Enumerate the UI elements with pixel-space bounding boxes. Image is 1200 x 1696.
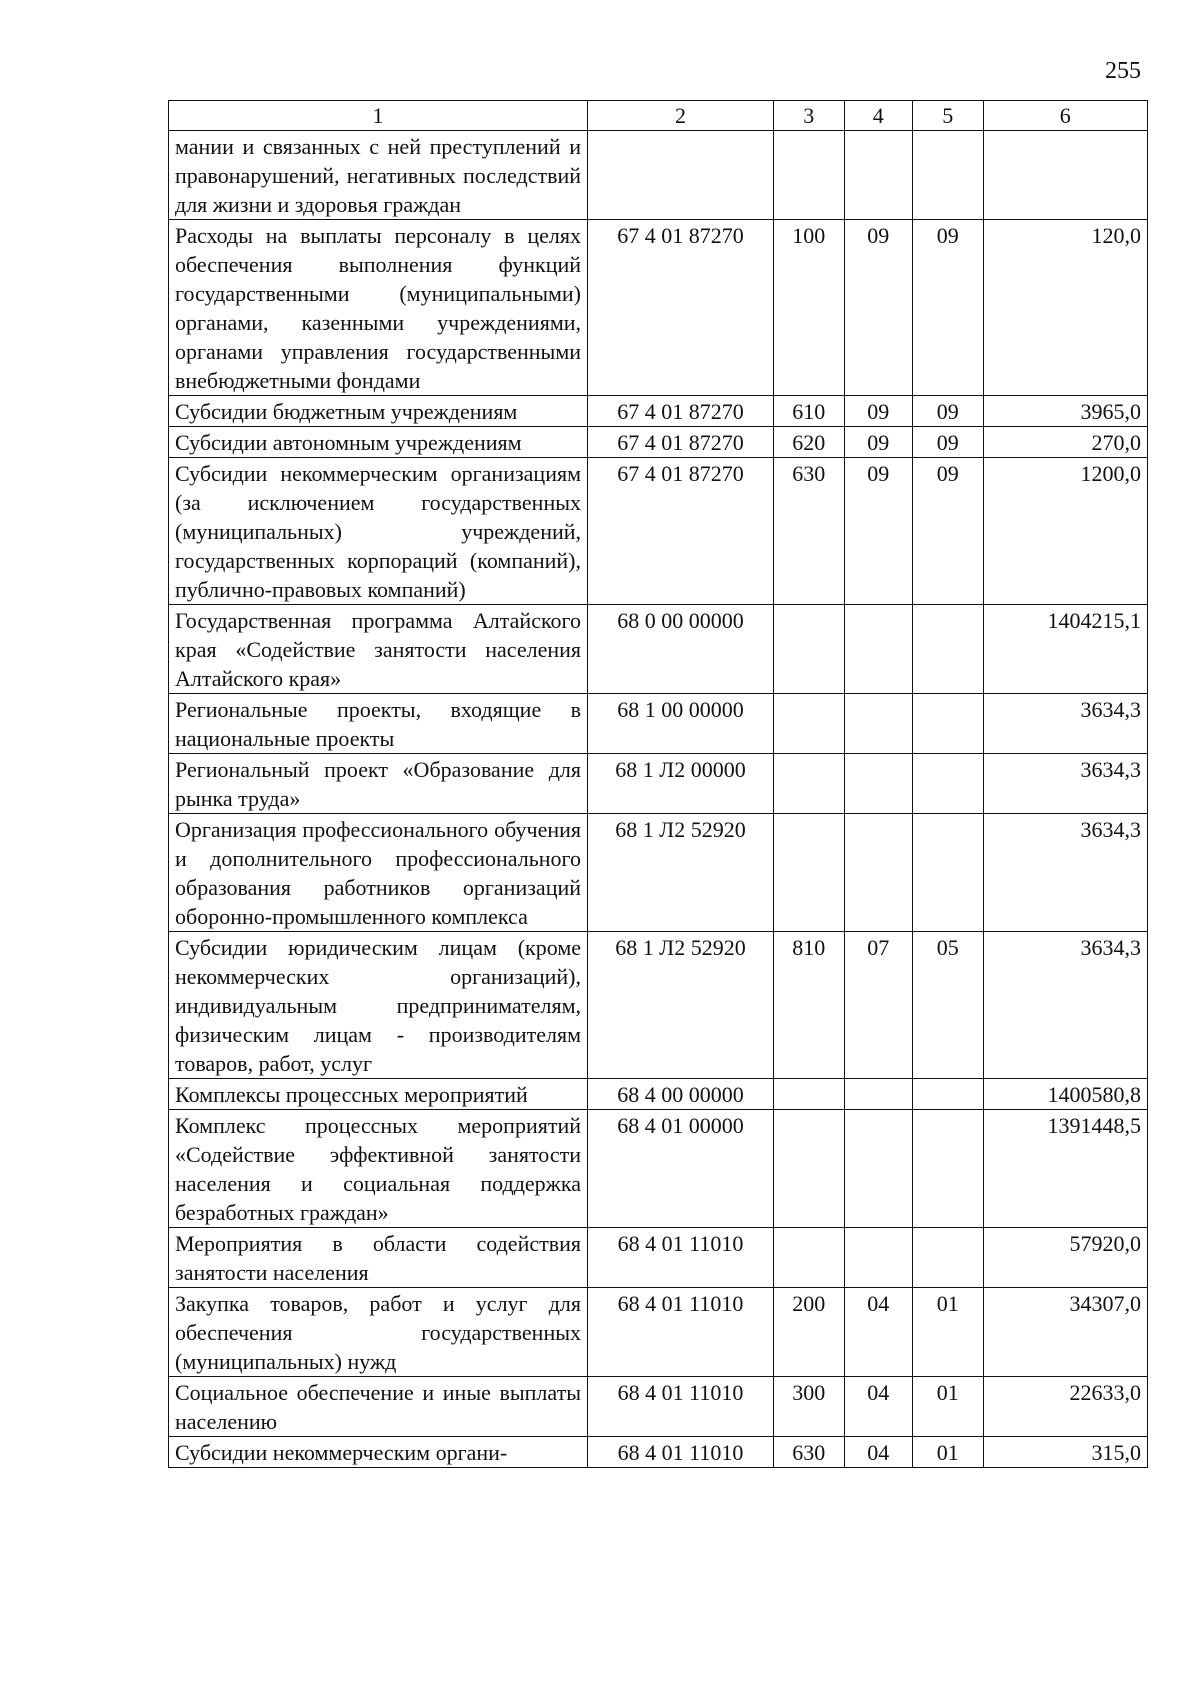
row-section: 09 — [844, 458, 913, 605]
row-subsection — [913, 694, 983, 754]
table-row — [169, 427, 1148, 458]
row-sum: 3634,3 — [983, 932, 1148, 1079]
row-sum: 1404215,1 — [983, 605, 1148, 694]
table-row — [169, 1437, 1148, 1468]
row-sum: 3634,3 — [983, 814, 1148, 932]
row-name: Комплексы процессных мероприятий — [169, 1079, 588, 1110]
table-header — [169, 101, 1148, 131]
row-section: 04 — [844, 1437, 913, 1468]
row-sum: 1391448,5 — [983, 1110, 1148, 1228]
row-section — [844, 1228, 913, 1288]
row-section — [844, 754, 913, 814]
header-col-5: 5 — [913, 101, 983, 131]
row-sum: 120,0 — [983, 220, 1148, 396]
row-subsection: 01 — [913, 1377, 983, 1437]
row-sum: 3634,3 — [983, 694, 1148, 754]
row-subsection: 01 — [913, 1437, 983, 1468]
row-code: 68 1 00 00000 — [588, 694, 774, 754]
row-code: 67 4 01 87270 — [588, 396, 774, 427]
row-expense-type: 300 — [774, 1377, 844, 1437]
row-section — [844, 1079, 913, 1110]
row-section: 09 — [844, 396, 913, 427]
row-name: Мероприятия в области содействия занятости населения — [169, 1228, 588, 1288]
table-row — [169, 1110, 1148, 1228]
row-expense-type: 620 — [774, 427, 844, 458]
row-code: 68 1 Л2 52920 — [588, 932, 774, 1079]
row-name: Субсидии некоммерческим органи- — [169, 1437, 588, 1468]
row-expense-type — [774, 1079, 844, 1110]
row-subsection: 09 — [913, 396, 983, 427]
row-name: Субсидии бюджетным учреждениям — [169, 396, 588, 427]
row-code: 68 4 01 11010 — [588, 1437, 774, 1468]
row-subsection — [913, 1079, 983, 1110]
row-name: Расходы на выплаты персоналу в целях обеспечения выполнения функций государственными (муниципальными) органами, казенными учреждениями, органами управления государственными внебюджетными фондами — [169, 220, 588, 396]
row-section: 04 — [844, 1377, 913, 1437]
row-code: 68 4 01 11010 — [588, 1228, 774, 1288]
row-expense-type: 610 — [774, 396, 844, 427]
row-name: Субсидии автономным учреждениям — [169, 427, 588, 458]
table-row — [169, 458, 1148, 605]
row-sum: 34307,0 — [983, 1288, 1148, 1377]
row-expense-type — [774, 1110, 844, 1228]
row-section: 09 — [844, 427, 913, 458]
table-row — [169, 605, 1148, 694]
row-section: 07 — [844, 932, 913, 1079]
row-expense-type — [774, 814, 844, 932]
row-expense-type: 630 — [774, 1437, 844, 1468]
row-subsection: 09 — [913, 427, 983, 458]
row-name: Региональные проекты, входящие в национальные проекты — [169, 694, 588, 754]
row-subsection — [913, 131, 983, 220]
row-subsection: 05 — [913, 932, 983, 1079]
row-name: Государственная программа Алтайского края «Содействие занятости населения Алтайского края» — [169, 605, 588, 694]
row-code: 68 1 Л2 52920 — [588, 814, 774, 932]
header-row — [169, 101, 1148, 131]
row-subsection: 09 — [913, 458, 983, 605]
row-expense-type — [774, 131, 844, 220]
budget-table — [168, 100, 1148, 1468]
table-row — [169, 1377, 1148, 1437]
table-row — [169, 1079, 1148, 1110]
row-code: 68 4 01 11010 — [588, 1288, 774, 1377]
row-subsection — [913, 754, 983, 814]
table-body — [169, 131, 1148, 1468]
header-col-6: 6 — [983, 101, 1148, 131]
row-name: Закупка товаров, работ и услуг для обеспечения государственных (муниципальных) нужд — [169, 1288, 588, 1377]
row-code: 68 0 00 00000 — [588, 605, 774, 694]
row-subsection — [913, 605, 983, 694]
row-sum: 22633,0 — [983, 1377, 1148, 1437]
row-section: 09 — [844, 220, 913, 396]
table-row — [169, 1288, 1148, 1377]
row-section — [844, 1110, 913, 1228]
row-sum: 3634,3 — [983, 754, 1148, 814]
row-expense-type — [774, 1228, 844, 1288]
row-expense-type: 100 — [774, 220, 844, 396]
table-row — [169, 396, 1148, 427]
row-subsection — [913, 1228, 983, 1288]
row-code: 67 4 01 87270 — [588, 220, 774, 396]
row-code: 68 4 01 11010 — [588, 1377, 774, 1437]
row-section — [844, 131, 913, 220]
row-name: Организация профессионального обучения и дополнительного профессионального образования работников организаций оборонно-промышленного комплекса — [169, 814, 588, 932]
row-name: Комплекс процессных мероприятий «Содействие эффективной занятости населения и социальная поддержка безработных граждан» — [169, 1110, 588, 1228]
table-row — [169, 754, 1148, 814]
row-name: Субсидии юридическим лицам (кроме некоммерческих организаций), индивидуальным предпринимателям, физическим лицам - производителям товаров, работ, услуг — [169, 932, 588, 1079]
row-subsection — [913, 1110, 983, 1228]
row-code: 68 4 01 00000 — [588, 1110, 774, 1228]
row-name: Субсидии некоммерческим организациям (за исключением государственных (муниципальных) учреждений, государственных корпораций (компаний), публично-правовых компаний) — [169, 458, 588, 605]
row-name: Региональный проект «Образование для рынка труда» — [169, 754, 588, 814]
row-sum: 315,0 — [983, 1437, 1148, 1468]
row-section — [844, 814, 913, 932]
table-row — [169, 932, 1148, 1079]
table-row — [169, 220, 1148, 396]
page-number: 255 — [1105, 58, 1141, 84]
table-row — [169, 1228, 1148, 1288]
row-expense-type: 810 — [774, 932, 844, 1079]
table-row — [169, 814, 1148, 932]
row-code: 67 4 01 87270 — [588, 458, 774, 605]
row-code: 68 1 Л2 00000 — [588, 754, 774, 814]
row-expense-type: 200 — [774, 1288, 844, 1377]
row-subsection: 09 — [913, 220, 983, 396]
header-col-1: 1 — [169, 101, 588, 131]
row-sum: 1400580,8 — [983, 1079, 1148, 1110]
table-row — [169, 694, 1148, 754]
row-expense-type — [774, 754, 844, 814]
row-subsection: 01 — [913, 1288, 983, 1377]
row-sum: 57920,0 — [983, 1228, 1148, 1288]
row-sum — [983, 131, 1148, 220]
row-sum: 270,0 — [983, 427, 1148, 458]
header-col-3: 3 — [774, 101, 844, 131]
row-section — [844, 694, 913, 754]
row-expense-type — [774, 605, 844, 694]
row-section — [844, 605, 913, 694]
header-col-2: 2 — [588, 101, 774, 131]
row-code: 67 4 01 87270 — [588, 427, 774, 458]
row-code — [588, 131, 774, 220]
row-expense-type: 630 — [774, 458, 844, 605]
row-code: 68 4 00 00000 — [588, 1079, 774, 1110]
row-sum: 1200,0 — [983, 458, 1148, 605]
header-col-4: 4 — [844, 101, 913, 131]
row-sum: 3965,0 — [983, 396, 1148, 427]
row-name: Социальное обеспечение и иные выплаты населению — [169, 1377, 588, 1437]
row-expense-type — [774, 694, 844, 754]
row-section: 04 — [844, 1288, 913, 1377]
row-name: мании и связанных с ней преступлений и правонарушений, негативных последствий для жизни и здоровья граждан — [169, 131, 588, 220]
table-row — [169, 131, 1148, 220]
row-subsection — [913, 814, 983, 932]
